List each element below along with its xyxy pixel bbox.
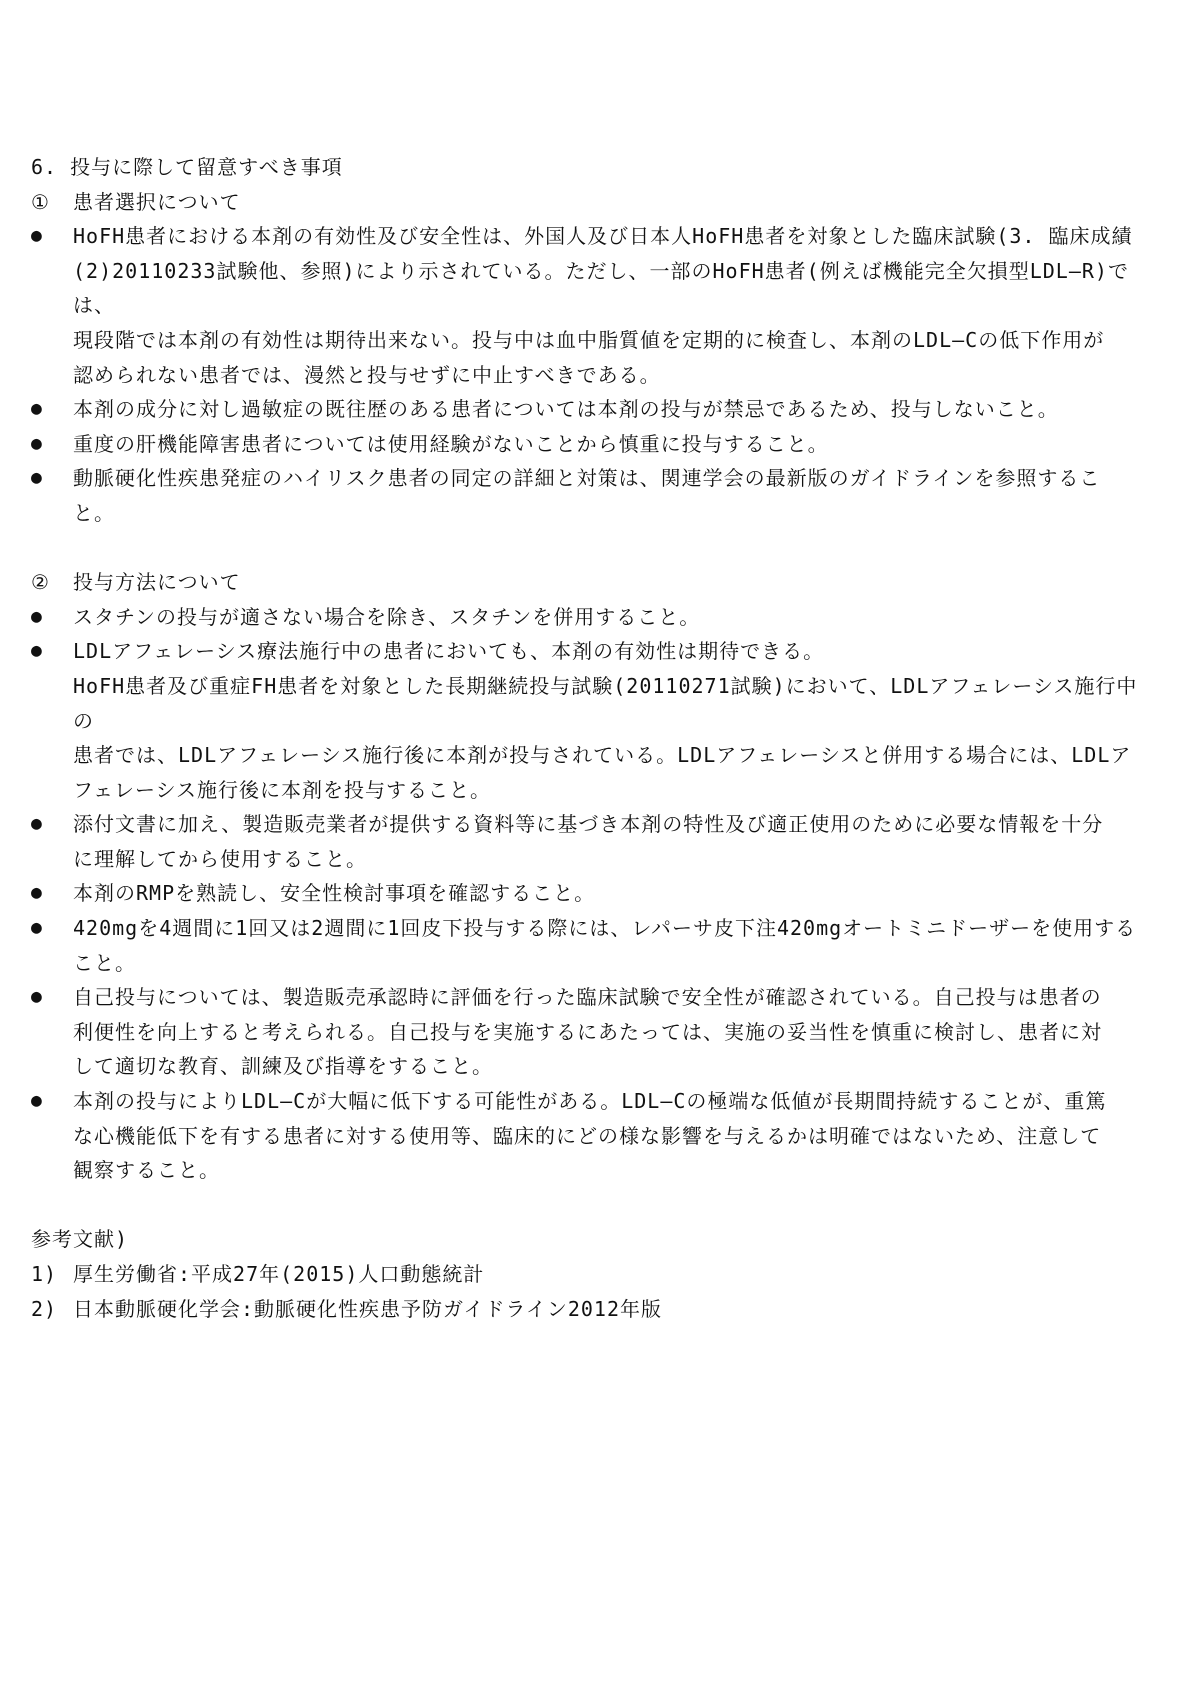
section-title: 6. 投与に際して留意すべき事項 xyxy=(31,155,343,179)
list-item-text xyxy=(73,219,1153,392)
list-item xyxy=(31,1084,1153,1188)
text-line: 動脈硬化性疾患発症のハイリスク患者の同定の詳細と対策は、関連学会の最新版のガイドラインを参照するこ xyxy=(73,466,1101,491)
list-item xyxy=(31,219,1153,392)
list-item-text xyxy=(73,461,1153,530)
list-item xyxy=(31,634,1153,807)
reference-item xyxy=(31,1292,1153,1327)
bullet-icon: ● xyxy=(31,432,43,454)
administration-heading xyxy=(31,565,1153,600)
patient-selection-heading-text: 患者選択について xyxy=(73,189,241,214)
references-heading: 参考文献) xyxy=(31,1227,129,1252)
bullet-icon: ● xyxy=(31,605,43,627)
circled-number-2: ② xyxy=(31,570,50,595)
text-line: スタチンの投与が適さない場合を除き、スタチンを併用すること。 xyxy=(73,604,701,629)
text-line: 添付文書に加え、製造販売業者が提供する資料等に基づき本剤の特性及び適正使用のために必要な情報を十分 xyxy=(73,812,1104,837)
bullet-icon: ● xyxy=(31,813,43,835)
reference-number: 2) xyxy=(31,1296,58,1321)
text-line: 420mgを4週間に1回又は2週間に1回皮下投与する際には、レパーサ皮下注420mgオートミニドーザーを使用する xyxy=(73,916,1137,941)
list-item-text xyxy=(73,427,1153,462)
spacer xyxy=(31,531,1153,566)
reference-text: 厚生労働省:平成27年(2015)人口動態統計 xyxy=(73,1262,485,1286)
text-line: 本剤のRMPを熟読し、安全性検討事項を確認すること。 xyxy=(73,881,596,906)
bullet-icon: ● xyxy=(31,640,43,662)
spacer xyxy=(31,1188,1153,1223)
reference-item xyxy=(31,1257,1153,1292)
list-item-text xyxy=(73,911,1153,980)
text-line: (2)20110233試験他、参照)により示されている。ただし、一部のHoFH患者(例えば機能完全欠損型LDL―R)では、 xyxy=(73,258,1129,318)
text-line: に理解してから使用すること。 xyxy=(73,846,367,871)
bullet-icon: ● xyxy=(31,225,43,247)
bullet-icon: ● xyxy=(31,882,43,904)
text-line: 現段階では本剤の有効性は期待出来ない。投与中は血中脂質値を定期的に検査し、本剤のLDL―Cの低下作用が xyxy=(73,327,1105,352)
text-line: LDLアフェレーシス療法施行中の患者においても、本剤の有効性は期待できる。 xyxy=(73,639,825,664)
text-line: HoFH患者及び重症FH患者を対象とした長期継続投与試験(20110271試験)において、LDLアフェレーシス施行中の xyxy=(73,673,1138,733)
bullet-icon: ● xyxy=(31,917,43,939)
text-line: 患者では、LDLアフェレーシス施行後に本剤が投与されている。LDLアフェレーシスと併用する場合には、LDLア xyxy=(73,743,1132,768)
text-line: 認められない患者では、漫然と投与せずに中止すべきである。 xyxy=(73,362,661,387)
list-item xyxy=(31,461,1153,530)
list-item xyxy=(31,980,1153,1084)
text-line: 観察すること。 xyxy=(73,1158,220,1183)
text-line: と。 xyxy=(73,500,115,525)
bullet-icon: ● xyxy=(31,467,43,489)
administration-heading-text: 投与方法について xyxy=(73,570,241,595)
text-line: して適切な教育、訓練及び指導をすること。 xyxy=(73,1054,493,1079)
document-page xyxy=(31,150,1153,1326)
bullet-icon: ● xyxy=(31,986,43,1008)
list-item-text xyxy=(73,876,1153,911)
list-item xyxy=(31,876,1153,911)
list-item xyxy=(31,392,1153,427)
text-line: 利便性を向上すると考えられる。自己投与を実施するにあたっては、実施の妥当性を慎重に検討し、患者に対 xyxy=(73,1019,1102,1044)
text-line: 本剤の成分に対し過敏症の既往歴のある患者については本剤の投与が禁忌であるため、投与しないこと。 xyxy=(73,397,1059,422)
list-item-text xyxy=(73,807,1153,876)
list-item xyxy=(31,600,1153,635)
list-item-text xyxy=(73,600,1153,635)
text-line: 重度の肝機能障害患者については使用経験がないことから慎重に投与すること。 xyxy=(73,431,829,456)
text-line: こと。 xyxy=(73,950,136,975)
list-item-text xyxy=(73,980,1153,1084)
list-item-text xyxy=(73,1084,1153,1188)
text-line: な心機能低下を有する患者に対する使用等、臨床的にどの様な影響を与えるかは明確ではないため、注意して xyxy=(73,1123,1102,1148)
bullet-icon: ● xyxy=(31,1090,43,1112)
text-line: 自己投与については、製造販売承認時に評価を行った臨床試験で安全性が確認されている。自己投与は患者の xyxy=(73,985,1102,1010)
list-item xyxy=(31,427,1153,462)
circled-number-1: ① xyxy=(31,189,50,214)
reference-number: 1) xyxy=(31,1262,58,1286)
text-line: HoFH患者における本剤の有効性及び安全性は、外国人及び日本人HoFH患者を対象とした臨床試験(3. 臨床成績 xyxy=(73,224,1133,249)
list-item xyxy=(31,807,1153,876)
list-item-text xyxy=(73,634,1153,807)
text-line: フェレーシス施行後に本剤を投与すること。 xyxy=(73,777,491,802)
text-line: 本剤の投与によりLDL―Cが大幅に低下する可能性がある。LDL―Cの極端な低値が長期間持続することが、重篤 xyxy=(73,1089,1107,1114)
bullet-icon: ● xyxy=(31,398,43,420)
list-item xyxy=(31,911,1153,980)
patient-selection-heading xyxy=(31,185,1153,220)
reference-text: 日本動脈硬化学会:動脈硬化性疾患予防ガイドライン2012年版 xyxy=(73,1296,663,1321)
list-item-text xyxy=(73,392,1153,427)
